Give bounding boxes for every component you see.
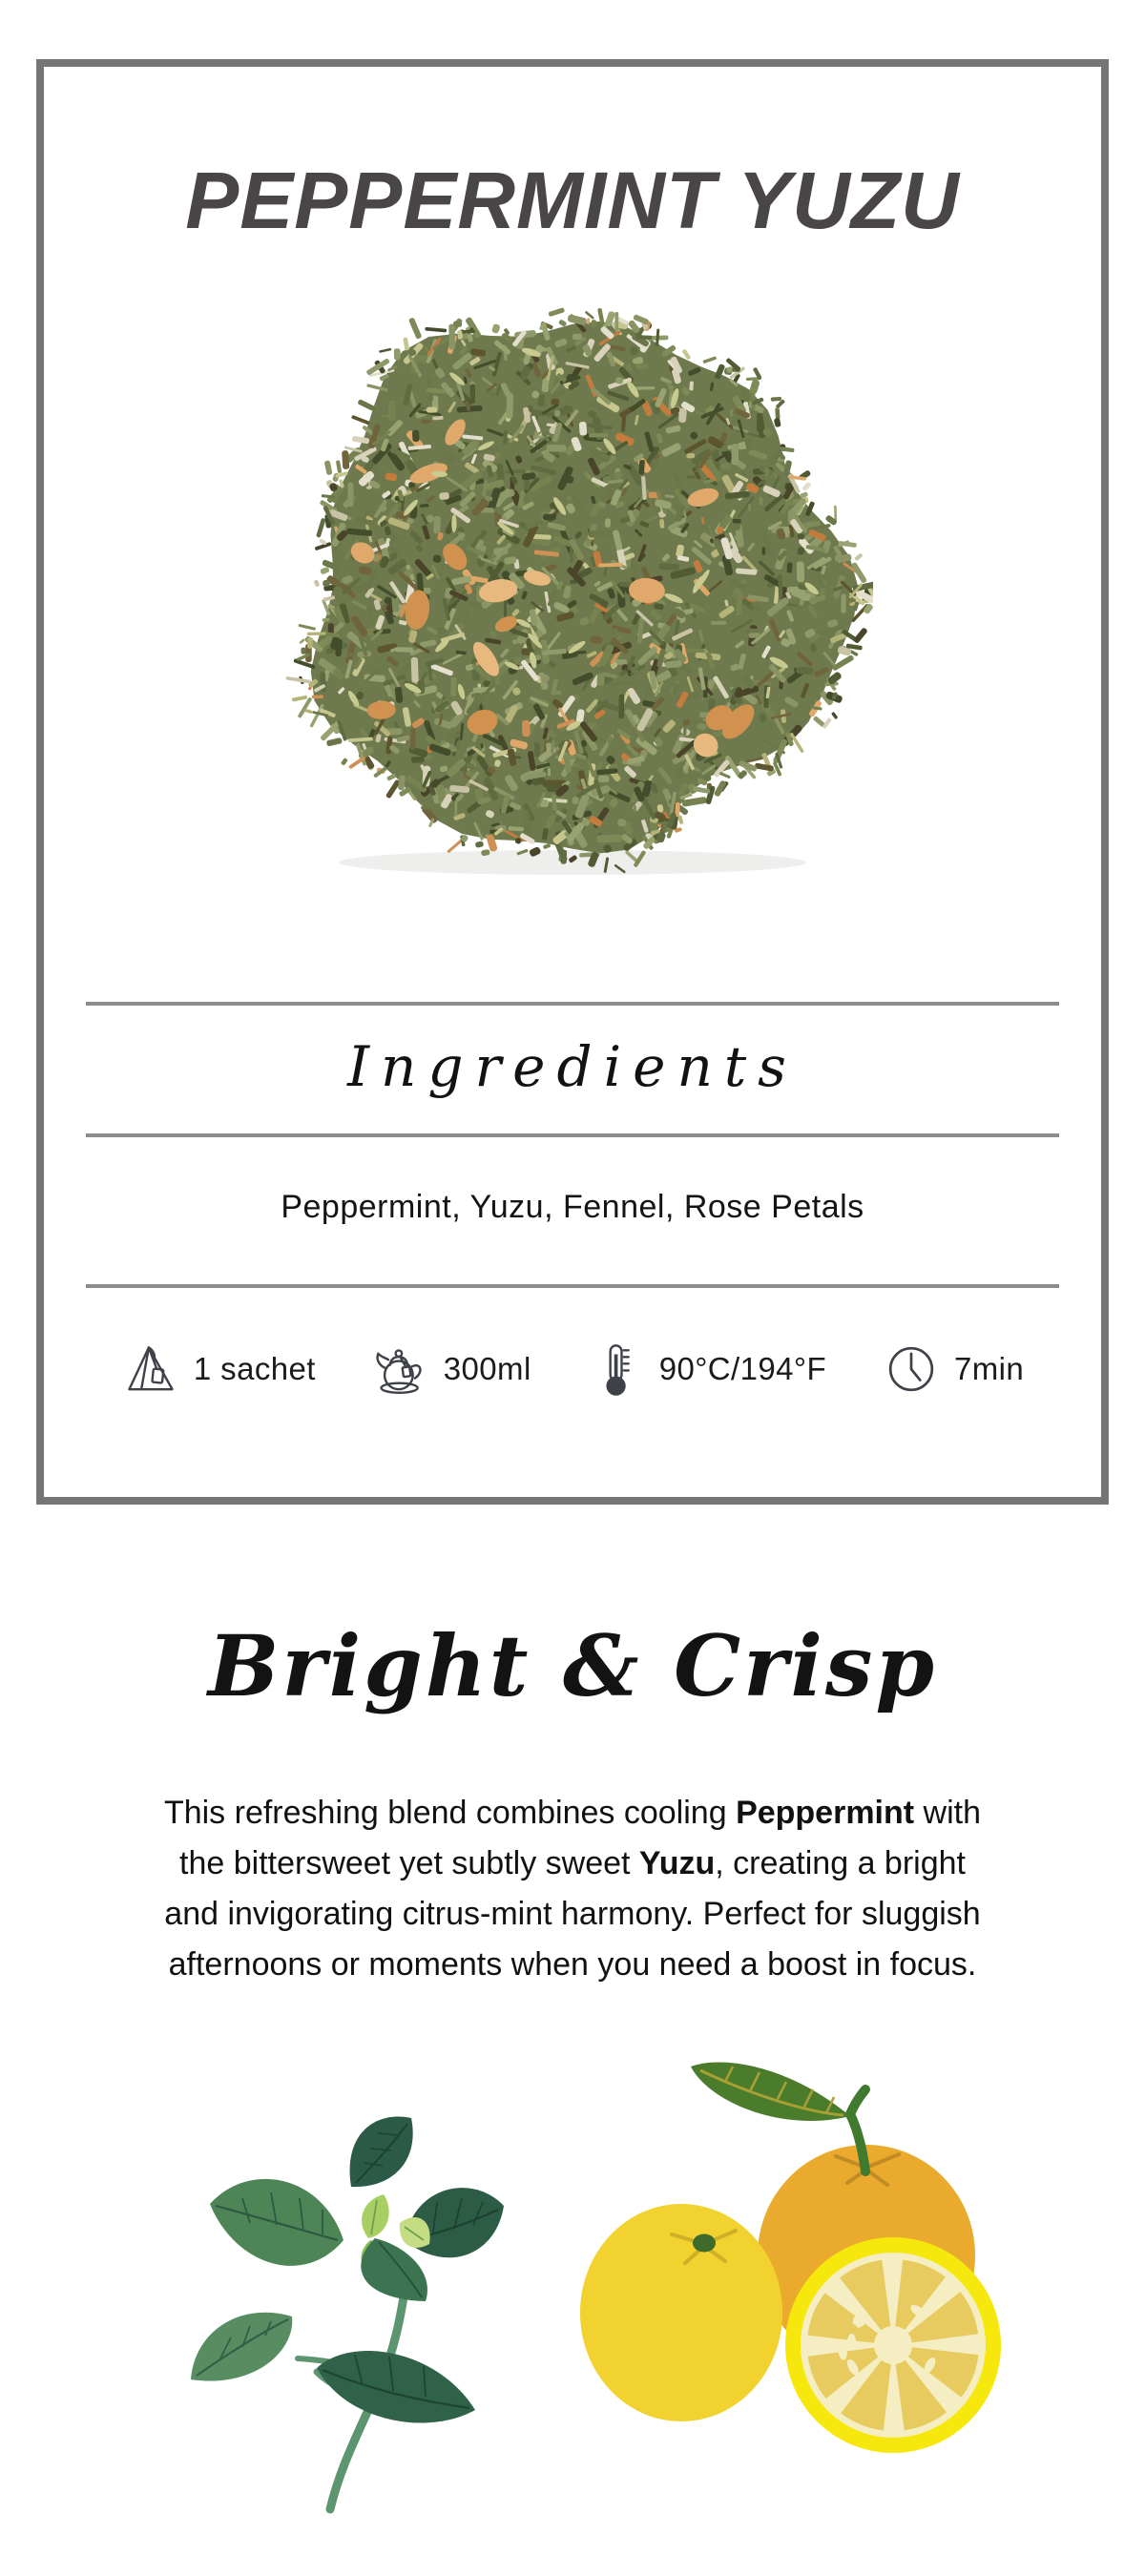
brew-item-label: 300ml: [443, 1351, 531, 1386]
divider: [86, 1284, 1059, 1288]
description: [67, 1788, 1078, 1990]
ingredients-heading: Ingredients: [347, 1034, 798, 1099]
brew-item-label: 90°C/194°F: [658, 1351, 827, 1386]
loose-leaf-tea-image: [272, 292, 873, 893]
mint-illustration: [187, 2110, 519, 2515]
tagline-heading: Bright & Crisp: [208, 1616, 937, 1715]
divider: [86, 1133, 1059, 1137]
description-line: the bittersweet yet subtly sweet Yuzu, creating a bright: [179, 1845, 966, 1881]
ingredients-list: Peppermint, Yuzu, Fennel, Rose Petals: [281, 1189, 864, 1225]
brew-item-sachet: [121, 1340, 316, 1399]
description-line: afternoons or moments when you need a boost in focus.: [168, 1946, 977, 1983]
tea-blend-photo: [272, 292, 873, 893]
sachet-icon: [121, 1340, 180, 1399]
brew-item-label: 7min: [954, 1351, 1025, 1386]
product-title: PEPPERMINT YUZU: [185, 156, 960, 245]
thermometer-icon: [587, 1340, 646, 1399]
brew-info-row: [121, 1340, 1024, 1399]
product-card: [36, 59, 1109, 1505]
teapot-icon: [371, 1340, 430, 1399]
description-line: and invigorating citrus-mint harmony. Perfect for sluggish: [164, 1896, 981, 1932]
description-line: This refreshing blend combines cooling Peppermint with: [163, 1795, 982, 1831]
clock-icon: [882, 1340, 941, 1399]
yuzu-illustration: [580, 2057, 1002, 2475]
divider: [86, 1002, 1059, 1006]
brew-item-label: 1 sachet: [193, 1351, 316, 1386]
brew-item-temperature: [587, 1340, 826, 1399]
brew-item-time: [882, 1340, 1024, 1399]
brew-item-teapot: [371, 1340, 531, 1399]
